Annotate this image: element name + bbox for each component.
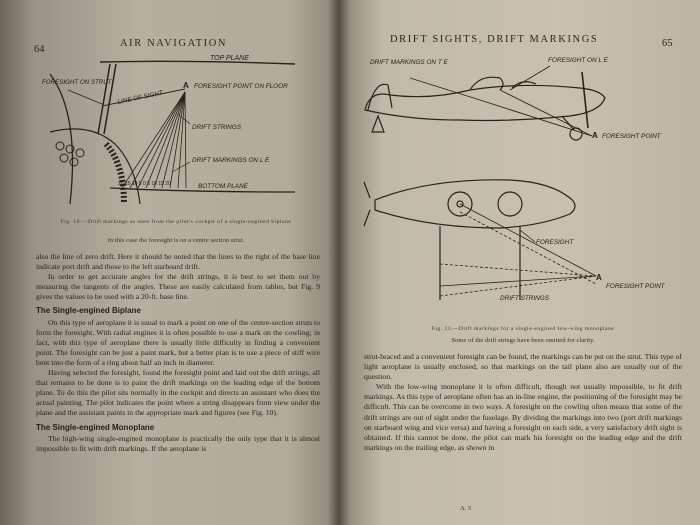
paragraph: strut-braced and a convenient foresight can be found, the markings can be put on the strut. This type of light aeroplane is usually enclosed, so that markings on the tail plane also are usually out of the question.: [364, 352, 682, 382]
paragraph: Having selected the foresight, found the foresight point and laid out the drift strings, all that remains to be done is to paint the drift markings on the leading edge of the bottom plane. To do this the pilot sits normally in the cockpit and directs an assistant who does the actual painting. The pilot indicates the point where a string disappears from view under the plane and the assistant paints in the appropriate mark and figures (see Fig. 10).: [36, 368, 320, 418]
plan-drift-strings: [440, 204, 596, 296]
right-body-text: [364, 352, 682, 453]
right-page: [340, 0, 700, 525]
right-running-head: DRIFT SIGHTS, DRIFT MARKINGS: [390, 34, 599, 45]
point-a-bottom-label: A: [596, 273, 602, 282]
paragraph: also the line of zero drift. Here it should be noted that the lines to the right of the base line indicate port drift and those to the left starboard drift.: [36, 252, 320, 272]
paragraph: With the low-wing monoplane it is often difficult, though not usually impossible, to fit drift markings. As this type of aeroplane often has an in-line engine, the positioning of the foresight may be difficult. This can be overcome in two ways. A foresight on the cowling often means that some of the drift strings are out of sight under the fuselage. By dividing the markings into two (port drift markings on starboard wing and vice versa) and having a foresight on each side, a very satisfactory drift sight is obtained. If this cannot be done, the pilot can mark his foresight on the leading edge and the drift markings on the trailing edge, as shown in: [364, 382, 682, 452]
section-heading: The Single-engined Monoplane: [36, 422, 155, 432]
point-a-label: A: [183, 81, 189, 90]
drift-strings-plan-label: DRIFT STRINGS: [500, 295, 549, 302]
drift-strings-label: DRIFT STRINGS: [192, 124, 241, 131]
figure-11-monoplane: [350, 50, 690, 320]
engine-cylinders: [56, 142, 84, 166]
paragraph: On this type of aeroplane it is usual to mark a point on one of the centre-section struts to form the foresight. With radial engines it is often possible to use a mark on the cowling; in fact, with this type of aeroplane there is usually little difficulty in finding a convenient point. The foresight can be just a paint mark, but a better plan is to use a piece of stiff wire bent into the form of a ring about half an inch in diameter.: [36, 317, 320, 367]
paragraph: The high-wing single-engined monoplane is practically the only type that it is almost impossible to fit with drift markings. If the aeroplane is: [36, 433, 320, 453]
foresight-point-on-floor-label: FORESIGHT POINT ON FLOOR: [194, 83, 288, 90]
foresight-label: FORESIGHT: [536, 239, 574, 246]
left-page-number: 64: [34, 44, 45, 55]
scale-marks: 20 15 10 5 0 5 10 15 20: [118, 181, 171, 187]
figure-11-caption: Fig. 11.—Drift markings for a single-engined low-wing monoplane: [431, 326, 615, 332]
foresight-on-strut-label: FORESIGHT ON STRUT: [42, 79, 112, 86]
signature-mark: A. 5: [460, 505, 472, 512]
figure-10-subcaption: In this case the foresight is on a centre section strut.: [107, 237, 245, 244]
top-plane-label: TOP PLANE: [210, 55, 249, 62]
drift-strings-fan: [122, 92, 186, 188]
section-heading: The Single-engined Biplane: [36, 306, 141, 316]
line-of-sight-label: LINE OF SIGHT: [116, 89, 164, 106]
left-body-text: [36, 252, 320, 454]
book-gutter: [328, 0, 350, 525]
figure-10-caption: Fig. 10.—Drift markings as seen from the pilot's cockpit of a single-engined biplane: [60, 219, 292, 225]
left-running-head: AIR NAVIGATION: [120, 38, 228, 49]
left-page: [0, 0, 340, 525]
paragraph: In order to get accurate angles for the drift strings, it is best to set them out by measuring the tangents of the angles. These are easily calculated from tables, but Fig. 9 gives the values to be used with a 20-ft. base line.: [36, 272, 320, 302]
point-a-top-label: A: [592, 131, 598, 140]
drift-markings-on-te-label: DRIFT MARKINGS ON T E: [370, 59, 448, 66]
foresight-point-top-label: FORESIGHT POINT: [602, 133, 661, 140]
side-view-aircraft: [365, 72, 605, 140]
figure-11-subcaption: Some of the drift strings have been omitted for clarity.: [451, 337, 595, 344]
figure-10-biplane-cockpit: [40, 54, 320, 212]
right-page-number: 65: [662, 38, 673, 49]
foresight-point-bottom-label: FORESIGHT POINT: [606, 283, 665, 290]
drift-markings-on-le-label: DRIFT MARKINGS ON L E: [192, 157, 270, 164]
foresight-on-le-label: FORESIGHT ON L E: [548, 57, 608, 64]
bottom-plane-label: BOTTOM PLANE: [198, 183, 248, 190]
